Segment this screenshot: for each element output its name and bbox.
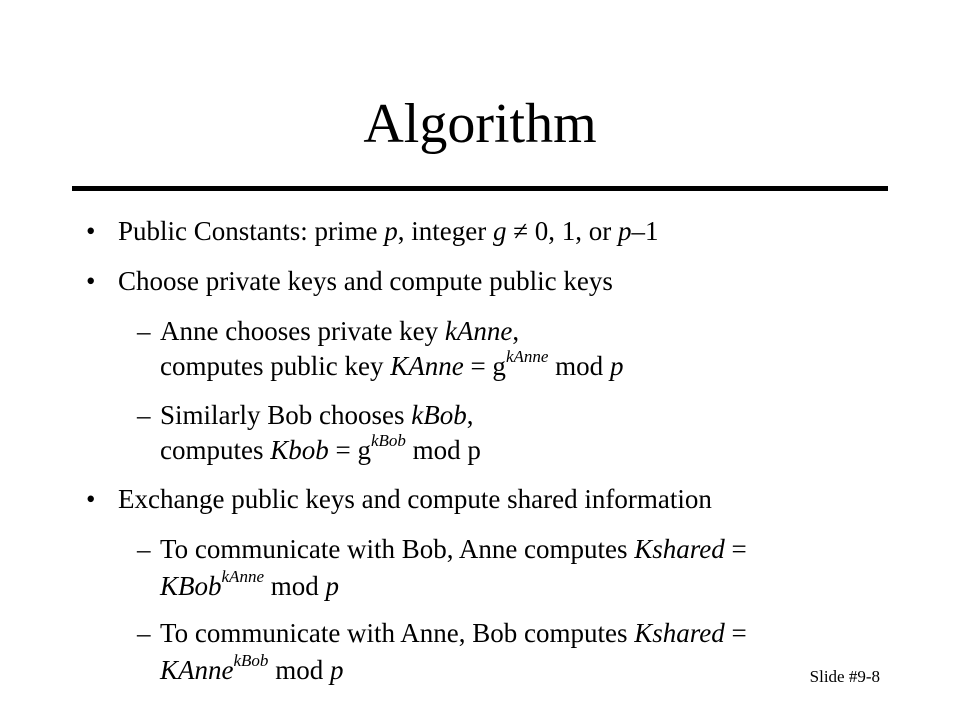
sub-bullet-marker: – xyxy=(137,316,151,346)
text: computes public key xyxy=(160,351,391,381)
var-KAnne: KAnne xyxy=(160,655,234,685)
sub-bullet-bob-line1 xyxy=(160,399,473,431)
bullet-marker: • xyxy=(86,484,96,514)
text: To communicate with Bob, Anne computes xyxy=(160,534,635,564)
var-kbob: kBob xyxy=(411,400,467,430)
bullet-exchange-keys: Exchange public keys and compute shared information xyxy=(118,484,712,514)
sub-bullet-anne-shared-line1 xyxy=(160,533,747,565)
var-p: p xyxy=(329,655,344,685)
var-Kbob: Kbob xyxy=(270,435,329,465)
text: mod p xyxy=(405,435,481,465)
text: Public Constants: prime xyxy=(118,216,385,246)
sub-bullet-marker: – xyxy=(137,400,151,430)
var-g: g xyxy=(492,216,507,246)
var-p: p xyxy=(325,571,340,601)
text: computes xyxy=(160,435,271,465)
slide-number: Slide #9-8 xyxy=(809,667,880,686)
title-underline xyxy=(72,186,888,191)
var-KBob: KBob xyxy=(160,571,222,601)
sub-bullet-marker: – xyxy=(137,618,151,648)
var-KAnne: KAnne xyxy=(390,351,464,381)
sub-bullet-bob-shared-line1 xyxy=(160,617,747,649)
text: mod xyxy=(268,655,330,685)
sub-bullet-marker: – xyxy=(137,534,151,564)
exponent-kanne: kAnne xyxy=(221,567,264,586)
sub-bullet-anne-shared-line2 xyxy=(160,567,340,602)
var-kanne: kAnne xyxy=(444,316,513,346)
sub-bullet-anne-line1 xyxy=(160,315,519,347)
sub-bullet-bob-shared-line2 xyxy=(160,651,344,686)
exponent-kanne: kAnne xyxy=(505,347,549,366)
sub-bullet-bob-line2 xyxy=(160,431,481,466)
text: Anne chooses private key xyxy=(160,316,445,346)
text: = g xyxy=(463,351,506,381)
var-kshared: Kshared xyxy=(634,534,725,564)
exponent-kbob: kBob xyxy=(233,651,269,670)
bullet-marker: • xyxy=(86,266,96,296)
var-p: p xyxy=(618,216,632,246)
text: = xyxy=(724,534,747,564)
text: , xyxy=(466,400,474,430)
text: Similarly Bob chooses xyxy=(160,400,412,430)
slide-title: Algorithm xyxy=(363,93,597,155)
var-p: p xyxy=(609,351,624,381)
bullet-choose-keys: Choose private keys and compute public keys xyxy=(118,266,613,296)
text: mod xyxy=(548,351,610,381)
bullet-marker: • xyxy=(86,216,96,246)
text: = g xyxy=(328,435,371,465)
text: mod xyxy=(264,571,326,601)
sub-bullet-anne-line2 xyxy=(160,347,624,382)
text: ≠ 0, 1, or xyxy=(506,216,619,246)
exponent-kbob: kBob xyxy=(370,431,406,450)
text: , integer xyxy=(397,216,493,246)
text: –1 xyxy=(631,216,659,246)
text: , xyxy=(512,316,520,346)
bullet-public-constants xyxy=(118,215,659,247)
var-p: p xyxy=(384,216,398,246)
text: To communicate with Anne, Bob computes xyxy=(160,618,635,648)
text: = xyxy=(724,618,747,648)
var-kshared: Kshared xyxy=(634,618,725,648)
